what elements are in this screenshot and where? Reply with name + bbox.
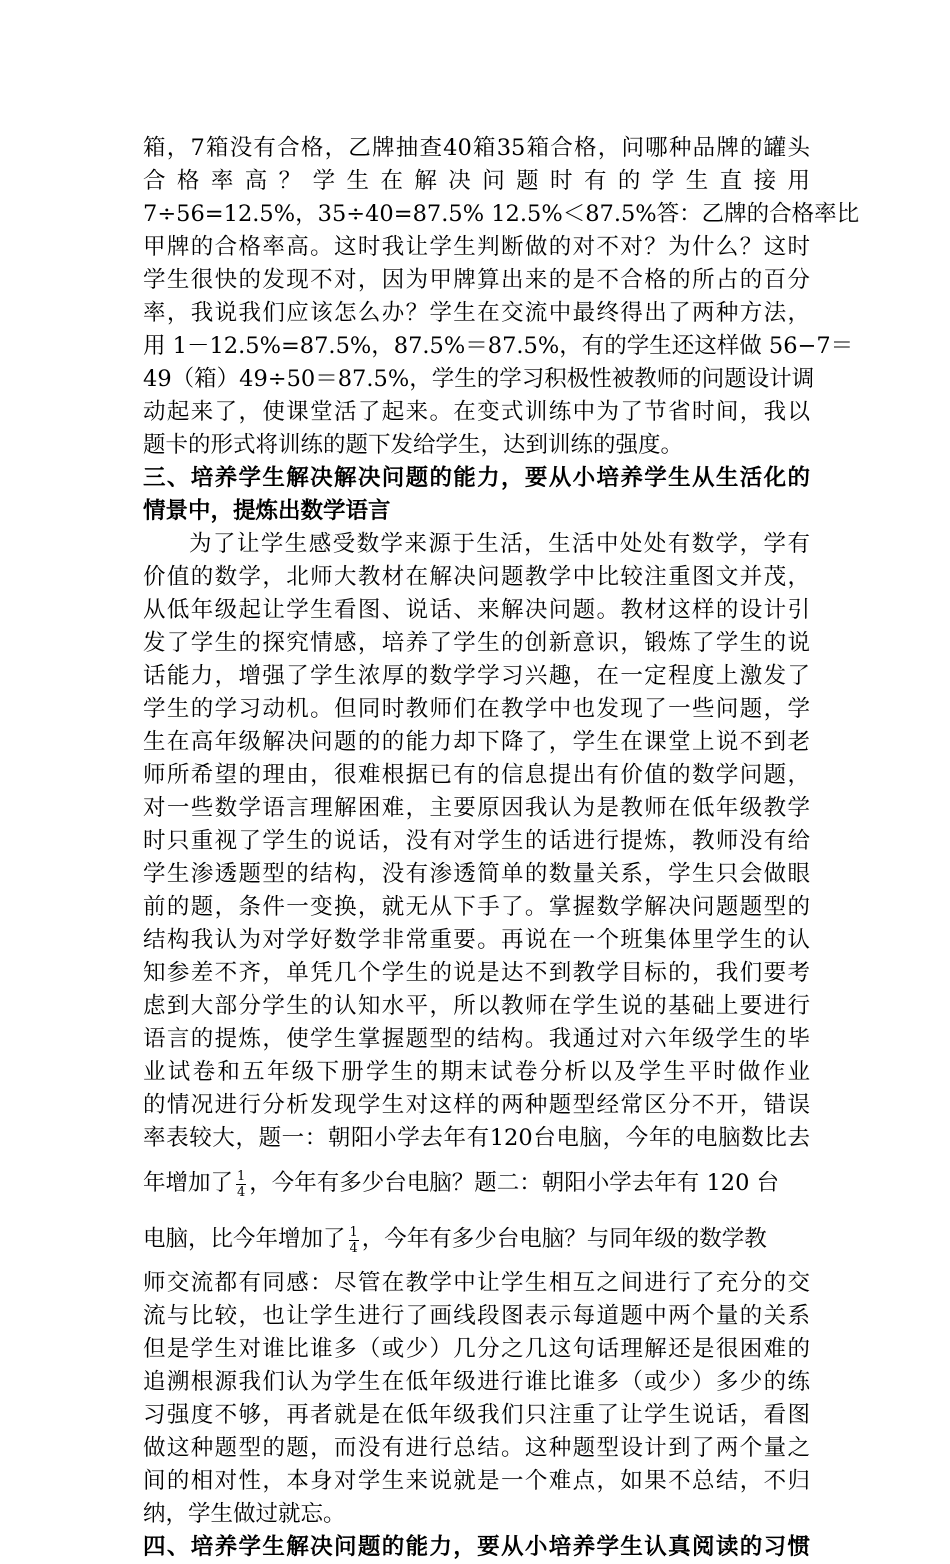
text-line: 前的题，条件一变换，就无从下手了。掌握数学解决问题题型的 (143, 894, 810, 920)
section-heading-4: 四、培养学生解决问题的能力，要从小培养学生认真阅读的习惯 (143, 1534, 810, 1560)
text-line: 时只重视了学生的说话，没有对学生的话进行提炼，教师没有给 (143, 828, 810, 854)
section-heading-3 (143, 462, 810, 528)
text-line: 价值的数学，北师大教材在解决问题教学中比较注重图文并茂， (143, 564, 810, 590)
text-line: 的情况进行分析发现学生对这样的两种题型经常区分不开，错误 (143, 1092, 810, 1118)
text-line: 动起来了，使课堂活了起来。在变式训练中为了节省时间，我以 (143, 399, 810, 425)
text-line: 师交流都有同感：尽管在教学中让学生相互之间进行了充分的交 (143, 1270, 810, 1296)
text-line: 发了学生的探究情感，培养了学生的创新意识，锻炼了学生的说 (143, 630, 810, 656)
text-segment: 年增加了 (143, 1170, 234, 1196)
text-segment: ，今年有多少台电脑？与同年级的数学教 (361, 1226, 767, 1252)
document-page (143, 132, 860, 1564)
heading-line: 三、培养学生解决解决问题的能力，要从小培养学生从生活化的 (143, 465, 810, 491)
text-line: 学生很快的发现不对，因为甲牌算出来的是不合格的所占的百分 (143, 267, 810, 293)
fraction (349, 1225, 359, 1256)
text-line: 题卡的形式将训练的题下发给学生，达到训练的强度。 (143, 432, 684, 458)
text-line: 纳，学生做过就忘。 (143, 1501, 346, 1527)
text-line: 甲牌的合格率高。这时我让学生判断做的对不对？为什么？这时 (143, 234, 810, 260)
text-line: 生在高年级解决问题的的能力却下降了，学生在课堂上说不到老 (143, 729, 810, 755)
text-line: 虑到大部分学生的认知水平，所以教师在学生说的基础上要进行 (143, 993, 810, 1019)
heading-line: 情景中，提炼出数学语言 (143, 498, 391, 524)
text-line: 7÷56=12.5%，35÷40=87.5% 12.5%＜87.5%答：乙牌的合格率比 (143, 201, 860, 227)
text-line: 用 1－12.5%=87.5%，87.5%＝87.5%，有的学生还这样做 56−7＝ (143, 333, 854, 359)
text-line: 从低年级起让学生看图、说话、来解决问题。教材这样的设计引 (143, 597, 810, 623)
text-line: 习强度不够，再者就是在低年级我们只注重了让学生说话，看图 (143, 1402, 810, 1428)
text-line: 对一些数学语言理解困难，主要原因我认为是教师在低年级教学 (143, 795, 810, 821)
text-line: 话能力，增强了学生浓厚的数学学习兴趣，在一定程度上激发了 (143, 663, 810, 689)
text-line: 率，我说我们应该怎么办？学生在交流中最终得出了两种方法， (143, 300, 810, 326)
text-line: 率表较大，题一：朝阳小学去年有120台电脑，今年的电脑数比去 (143, 1125, 810, 1151)
text-line: 做这种题型的题，而没有进行总结。这种题型设计到了两个量之 (143, 1435, 810, 1461)
text-line: 学生渗透题型的结构，没有渗透简单的数量关系，学生只会做眼 (143, 861, 810, 887)
paragraph (143, 528, 810, 1531)
text-line: 语言的提炼，使学生掌握题型的结构。我通过对六年级学生的毕 (143, 1026, 810, 1052)
fraction-numerator: 1 (237, 1168, 246, 1184)
text-line: 师所希望的理由，很难根据已有的信息提出有价值的数学问题， (143, 762, 810, 788)
text-line: 为了让学生感受数学来源于生活，生活中处处有数学，学有 (189, 531, 810, 557)
fraction-numerator: 1 (349, 1224, 358, 1240)
text-line: 49（箱）49÷50＝87.5%，学生的学习积极性被教师的问题设计调 (143, 366, 815, 392)
text-line: 知参差不齐，单凭几个学生的说是达不到教学目标的，我们要考 (143, 960, 810, 986)
text-segment: ，今年有多少台电脑？题二：朝阳小学去年有 120 台 (249, 1170, 780, 1196)
fraction (236, 1169, 246, 1200)
text-line: 但是学生对谁比谁多（或少）几分之几这句话理解还是很困难的 (143, 1336, 810, 1362)
text-line: 业试卷和五年级下册学生的期末试卷分析以及学生平时做作业 (143, 1059, 810, 1085)
text-line: 箱，7箱没有合格，乙牌抽查40箱35箱合格，问哪种品牌的罐头 (143, 135, 810, 161)
fraction-denominator: 4 (349, 1240, 358, 1256)
text-line: 学生的学习动机。但同时教师们在教学中也发现了一些问题，学 (143, 696, 810, 722)
text-line: 结构我认为对学好数学非常重要。再说在一个班集体里学生的认 (143, 927, 810, 953)
text-line: 间的相对性，本身对学生来说就是一个难点，如果不总结，不归 (143, 1468, 810, 1494)
text-line: 追溯根源我们认为学生在低年级进行谁比谁多（或少）多少的练 (143, 1369, 810, 1395)
text-segment: 电脑，比今年增加了 (143, 1226, 346, 1252)
text-line: 合 格 率 高 ？ 学 生 在 解 决 问 题 时 有 的 学 生 直 接 用 (143, 168, 810, 194)
text-line-with-fraction (143, 1155, 810, 1211)
text-line-with-fraction (143, 1211, 810, 1267)
text-line: 流与比较，也让学生进行了画线段图表示每道题中两个量的关系 (143, 1303, 810, 1329)
fraction-denominator: 4 (237, 1184, 246, 1200)
paragraph-continued (143, 132, 860, 462)
